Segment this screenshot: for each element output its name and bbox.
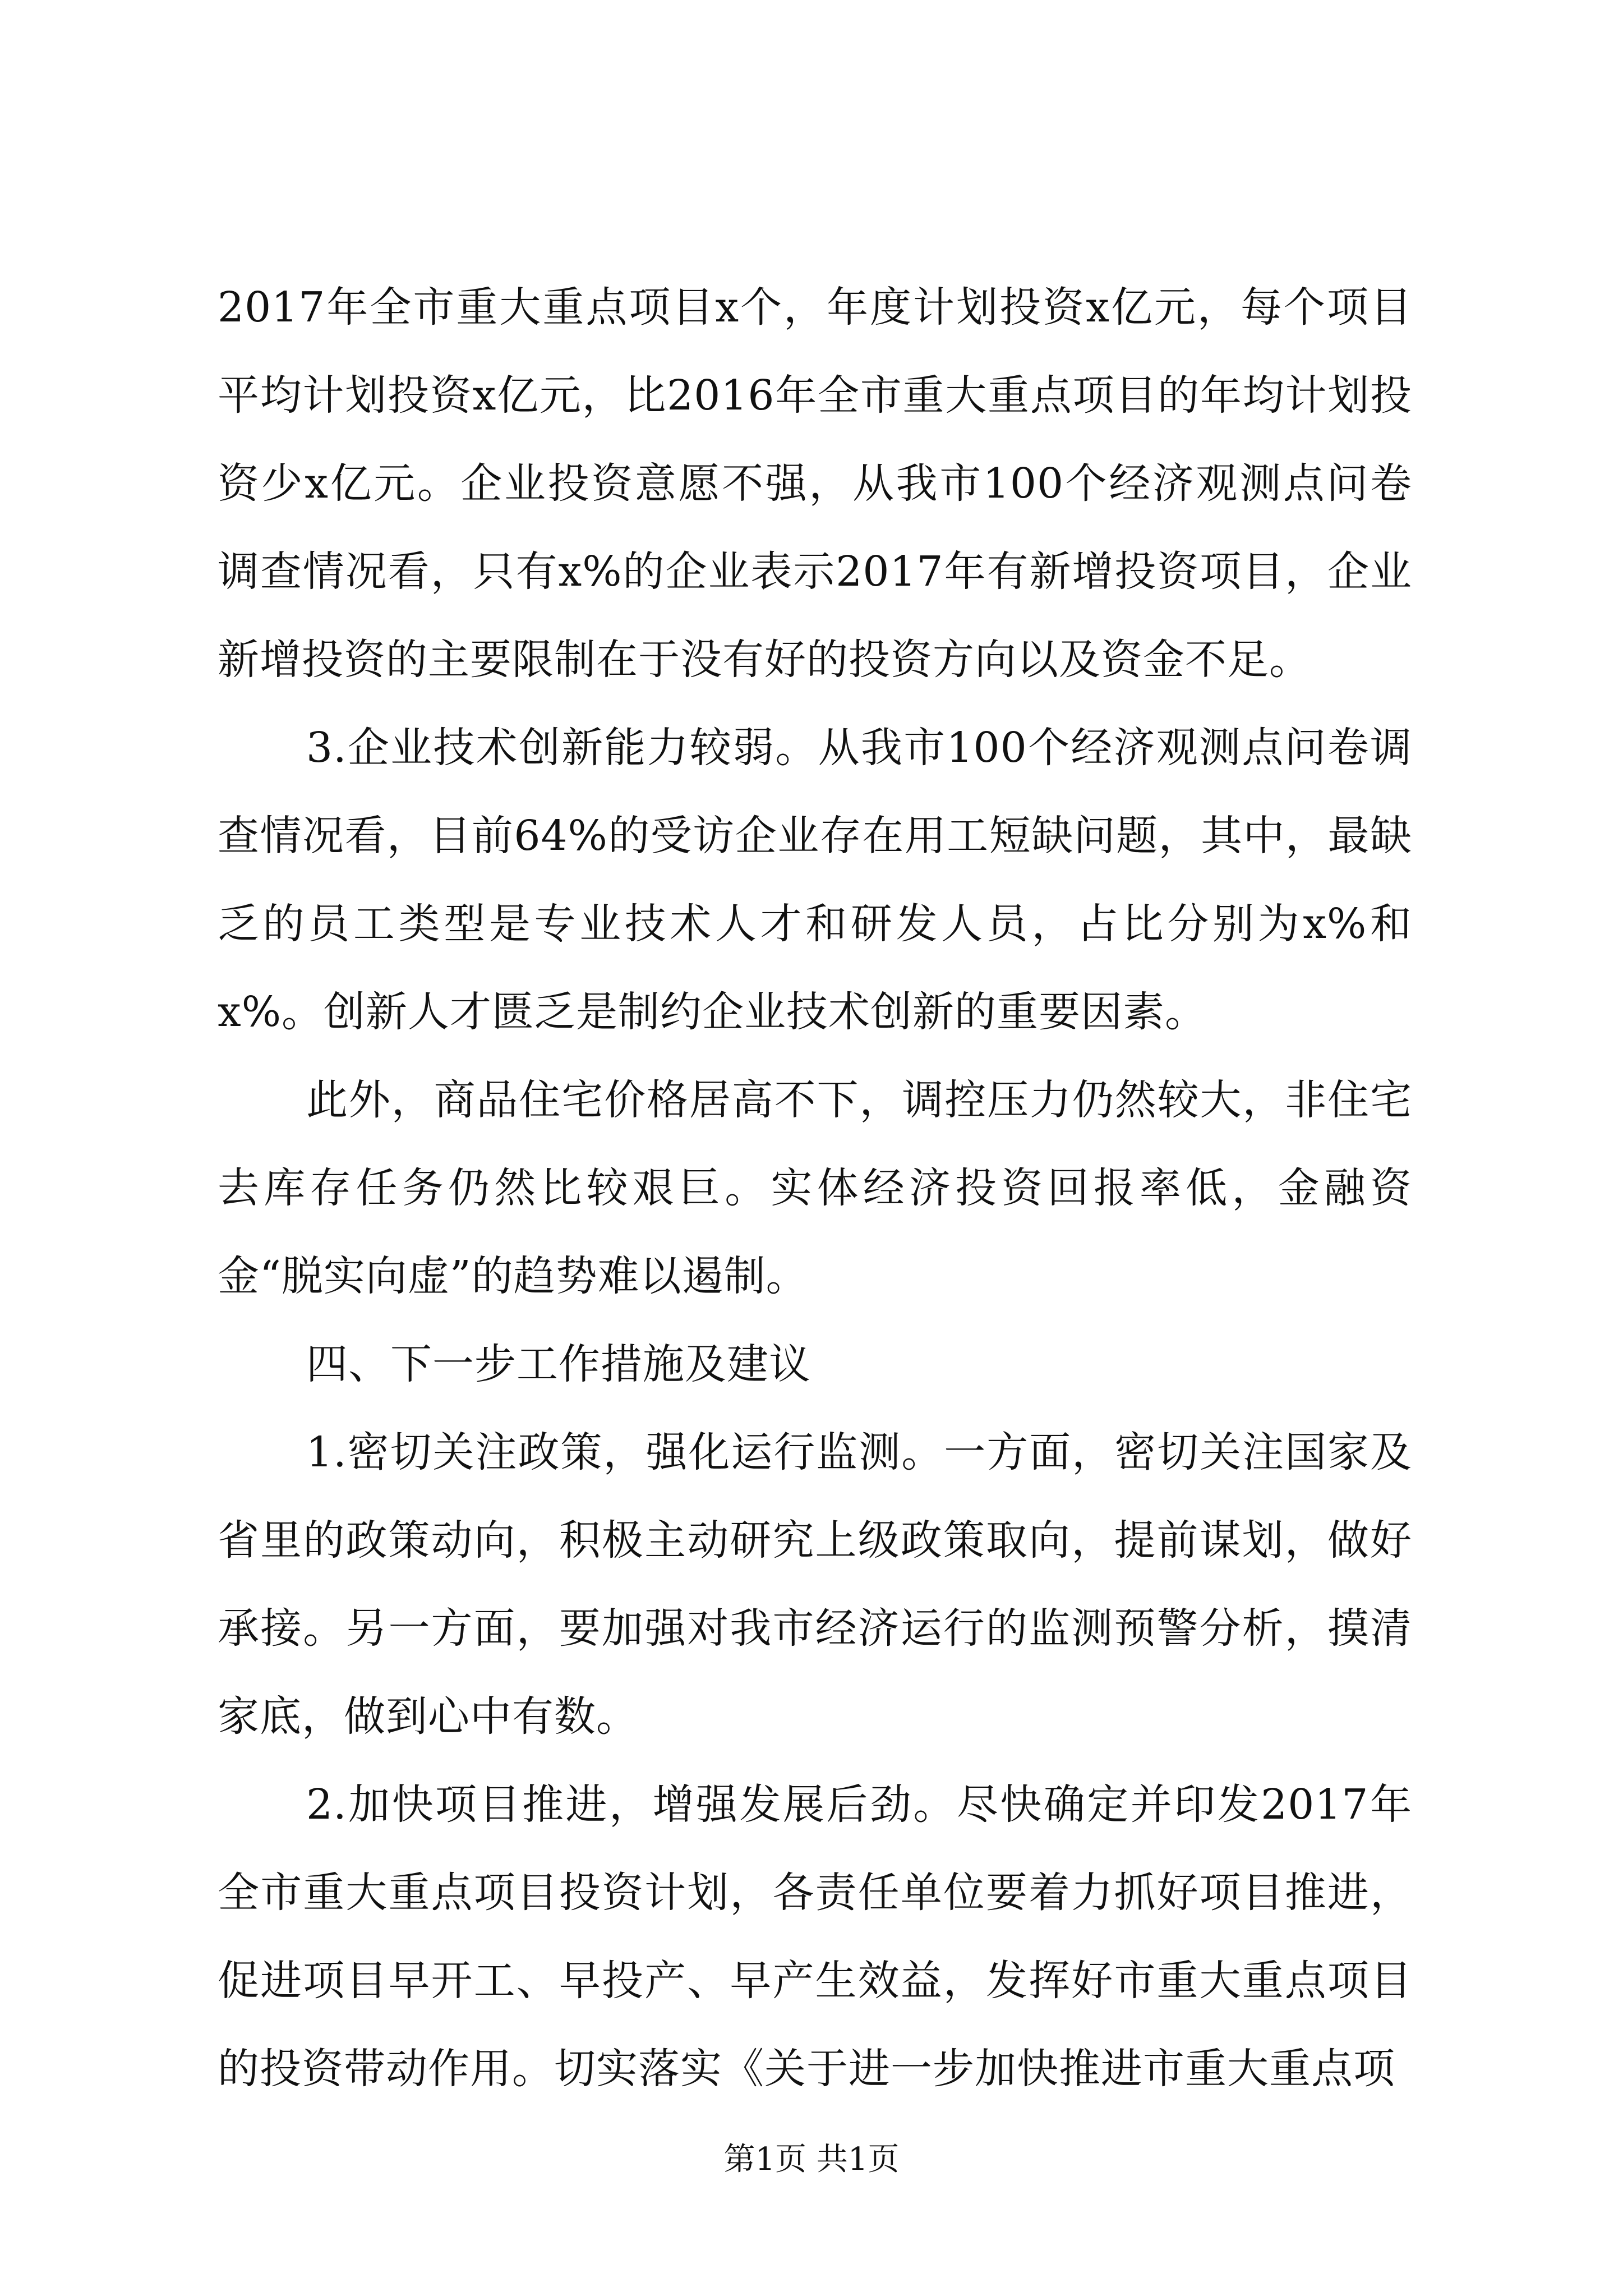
paragraph-measure-2: 2.加快项目推进，增强发展后劲。尽快确定并印发2017年全市重大重点项目投资计划，各责任单位要着力抓好项目推进，促进项目早开工、早投产、早产生效益，发挥好市重大重点项目的投资带动作用。切实落实《关于进一步加快推进市重大重点项 [218, 1780, 1412, 2093]
paragraph-item-3: 3.企业技术创新能力较弱。从我市100个经济观测点问卷调查情况看，目前64%的受访企业存在用工短缺问题，其中，最缺乏的员工类型是专业技术人才和研发人员，占比分别为x%和x%。创新人才匮乏是制约企业技术创新的重要因素。 [218, 724, 1412, 1036]
document-body [218, 264, 1412, 2113]
paragraph-additional-notes: 此外，商品住宅价格居高不下，调控压力仍然较大，非住宅去库存任务仍然比较艰巨。实体经济投资回报率低，金融资金“脱实向虚”的趋势难以遏制。 [218, 1076, 1412, 1300]
section-heading: 四、下一步工作措施及建议 [306, 1340, 811, 1388]
paragraph-measure-1: 1.密切关注政策，强化运行监测。一方面，密切关注国家及省里的政策动向，积极主动研究上级政策取向，提前谋划，做好承接。另一方面，要加强对我市经济运行的监测预警分析，摸清家底，做到心中有数。 [218, 1428, 1412, 1741]
paragraph-continuation: 2017年全市重大重点项目x个，年度计划投资x亿元，每个项目平均计划投资x亿元，比2016年全市重大重点项目的年均计划投资少x亿元。企业投资意愿不强，从我市100个经济观测点问卷调查情况看，只有x%的企业表示2017年有新增投资项目，企业新增投资的主要限制在于没有好的投资方向以及资金不足。 [218, 283, 1412, 684]
page-footer: 第1页 共1页 [723, 2141, 900, 2178]
